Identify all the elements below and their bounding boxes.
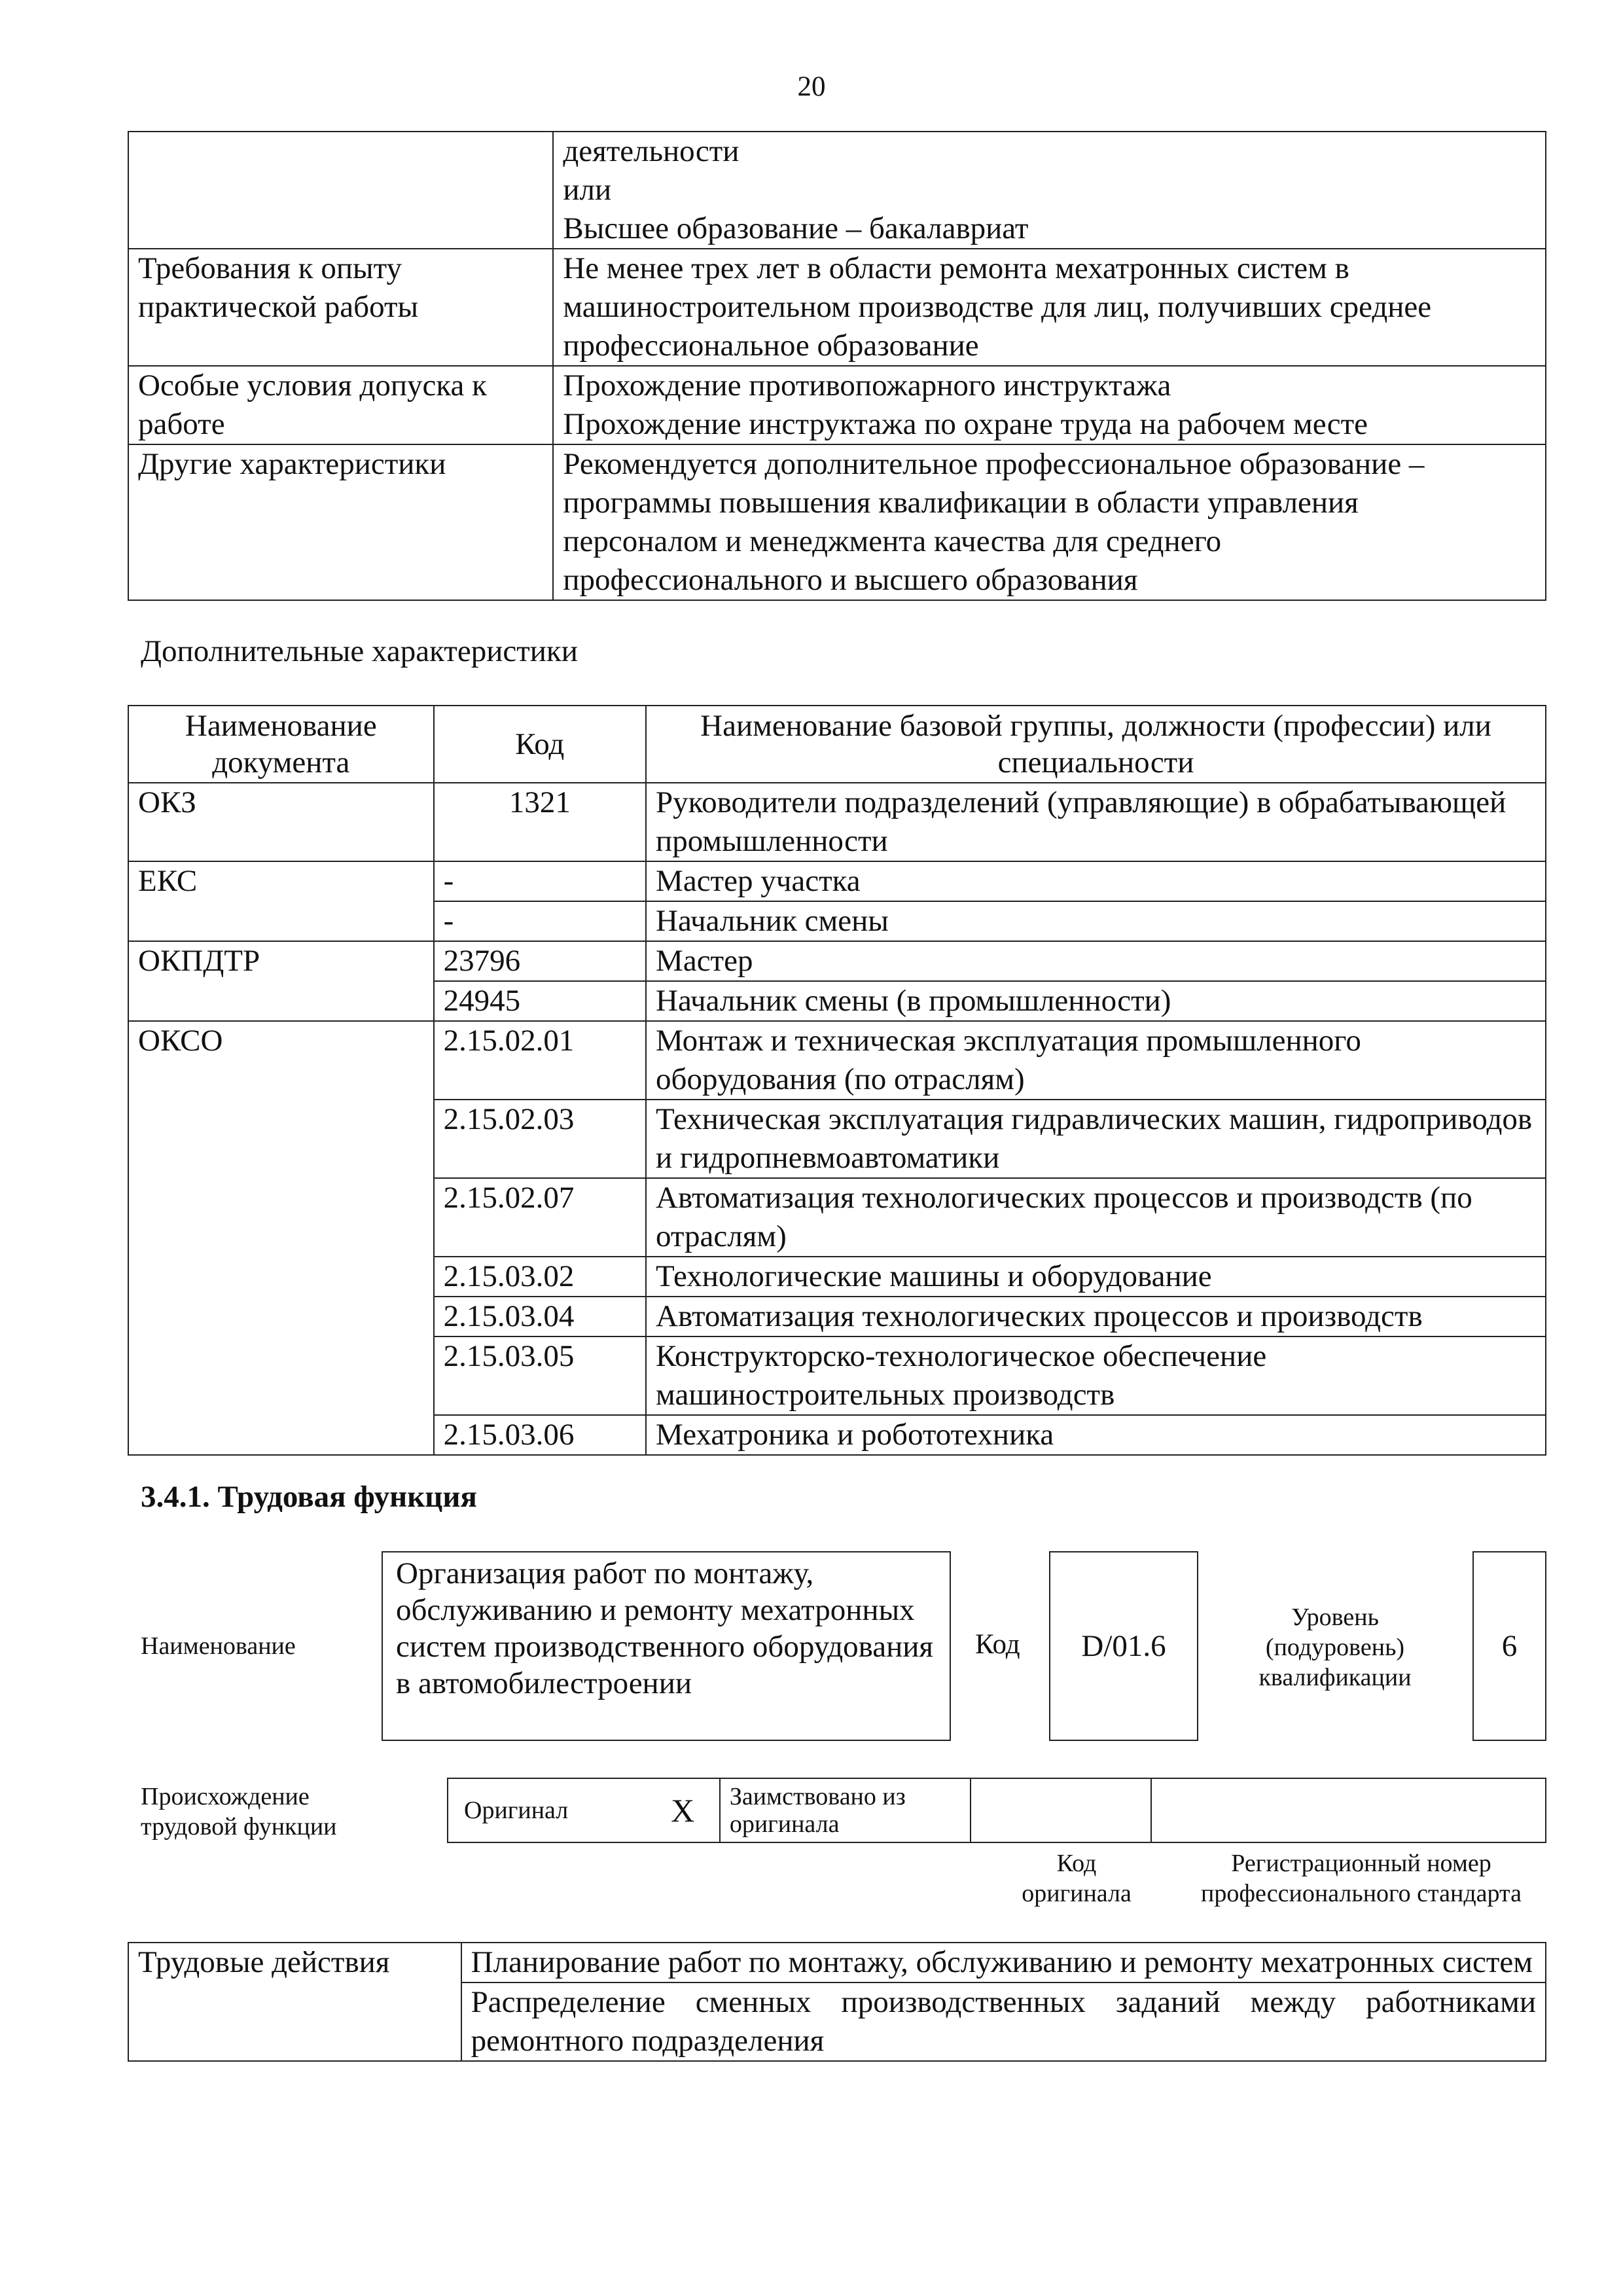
- requirement-value-line: машиностроительном производстве для лиц, получивших среднее: [563, 290, 1432, 324]
- table-row: [128, 941, 1546, 981]
- requirement-label: [128, 249, 553, 366]
- labor-action-row: [128, 1943, 1546, 1982]
- level-label-line: (подуровень): [1265, 1634, 1405, 1661]
- origin-label: [141, 1782, 337, 1842]
- labor-action-item: Планирование работ по монтажу, обслуживанию и ремонту мехатронных систем: [461, 1943, 1546, 1982]
- level-label-line: Уровень: [1291, 1604, 1379, 1631]
- requirement-label-line: Другие характеристики: [138, 447, 446, 481]
- requirement-row: [128, 132, 1546, 249]
- requirement-label-line: Требования к опыту: [138, 251, 402, 285]
- requirement-value-line: профессиональное образование: [563, 329, 979, 363]
- code-cell: 2.15.03.02: [434, 1257, 646, 1297]
- document-cell: ОКПДТР: [128, 941, 434, 1021]
- requirement-value-line: программы повышения квалификации в области управления: [563, 486, 1359, 520]
- requirement-row: [128, 249, 1546, 366]
- name-cell: Начальник смены (в промышленности): [646, 981, 1546, 1021]
- requirement-row: [128, 444, 1546, 600]
- labor-function-heading: 3.4.1. Трудовая функция: [141, 1480, 477, 1514]
- level-value-box: 6: [1472, 1551, 1546, 1741]
- document-cell: ЕКС: [128, 861, 434, 941]
- origin-original: Оригинал: [448, 1778, 647, 1842]
- document-cell: ОКЗ: [128, 783, 434, 861]
- name-cell: Монтаж и техническая эксплуатация промышленного оборудования (по отраслям): [646, 1021, 1546, 1100]
- requirement-label-line: Особые условия допуска к: [138, 368, 487, 403]
- origin-code-label: [995, 1848, 1158, 1909]
- code-cell: -: [434, 901, 646, 941]
- requirement-value: [553, 444, 1546, 600]
- header-code: Код: [434, 706, 646, 783]
- name-cell: Технологические машины и оборудование: [646, 1257, 1546, 1297]
- name-cell: Начальник смены: [646, 901, 1546, 941]
- function-code-box: D/01.6: [1049, 1551, 1198, 1741]
- level-label-line: квалификации: [1258, 1664, 1412, 1691]
- requirement-value-line: персоналом и менеджмента качества для среднего: [563, 524, 1222, 558]
- code-cell: 24945: [434, 981, 646, 1021]
- requirement-label-line: практической работы: [138, 290, 419, 324]
- requirement-value-line: Рекомендуется дополнительное профессиональное образование –: [563, 447, 1425, 481]
- document-cell: ОКСО: [128, 1021, 434, 1455]
- name-cell: Мастер: [646, 941, 1546, 981]
- requirement-value-line: деятельности: [563, 134, 740, 168]
- requirement-label: [128, 444, 553, 600]
- name-cell: Мехатроника и робототехника: [646, 1415, 1546, 1455]
- requirement-label: [128, 366, 553, 444]
- code-cell: 2.15.02.01: [434, 1021, 646, 1100]
- name-cell: Техническая эксплуатация гидравлических машин, гидроприводов и гидропневмоавтоматики: [646, 1100, 1546, 1178]
- requirement-value-line: или: [563, 173, 612, 207]
- function-name-box: Организация работ по монтажу, обслуживанию и ремонту мехатронных систем производственного оборудования в автомобилестроении: [382, 1551, 951, 1741]
- name-cell: Автоматизация технологических процессов и производств: [646, 1297, 1546, 1336]
- requirement-value-line: Прохождение противопожарного инструктажа: [563, 368, 1171, 403]
- origin-mark: X: [647, 1778, 720, 1842]
- name-cell: Мастер участка: [646, 861, 1546, 901]
- requirement-value-line: профессионального и высшего образования: [563, 563, 1138, 597]
- requirement-row: [128, 366, 1546, 444]
- additional-characteristics-table: [128, 705, 1546, 1456]
- code-cell: 2.15.03.04: [434, 1297, 646, 1336]
- page-number: 20: [797, 71, 826, 102]
- origin-code-label-line: оригинала: [1022, 1880, 1132, 1907]
- registration-label-line: Регистрационный номер: [1231, 1850, 1491, 1877]
- registration-number-cell: [1151, 1778, 1546, 1842]
- origin-code-cell: [971, 1778, 1151, 1842]
- requirement-value-line: Высшее образование – бакалавриат: [563, 211, 1029, 245]
- name-cell: Конструкторско-технологическое обеспечение машиностроительных производств: [646, 1336, 1546, 1415]
- requirement-value-line: Прохождение инструктажа по охране труда на рабочем месте: [563, 407, 1368, 441]
- code-cell: 1321: [434, 783, 646, 861]
- labor-actions-table: [128, 1942, 1546, 2062]
- origin-code-label-line: Код: [1056, 1850, 1097, 1877]
- header-document: Наименование документа: [128, 706, 434, 783]
- table-row: [128, 1021, 1546, 1100]
- code-cell: 2.15.02.07: [434, 1178, 646, 1257]
- code-label: Код: [975, 1629, 1020, 1660]
- code-cell: -: [434, 861, 646, 901]
- code-cell: 2.15.02.03: [434, 1100, 646, 1178]
- header-name: Наименование базовой группы, должности (профессии) или специальности: [646, 706, 1546, 783]
- origin-table: [447, 1778, 1546, 1843]
- requirement-value: [553, 249, 1546, 366]
- origin-label-line: Происхождение: [141, 1783, 310, 1810]
- requirement-value-line: Не менее трех лет в области ремонта мехатронных систем в: [563, 251, 1349, 285]
- labor-actions-label: Трудовые действия: [128, 1943, 461, 2061]
- additional-characteristics-heading: Дополнительные характеристики: [141, 634, 578, 668]
- name-cell: Автоматизация технологических процессов и производств (по отраслям): [646, 1178, 1546, 1257]
- code-cell: 23796: [434, 941, 646, 981]
- origin-label-line: трудовой функции: [141, 1813, 337, 1840]
- code-cell: 2.15.03.06: [434, 1415, 646, 1455]
- requirement-label-line: работе: [138, 407, 225, 441]
- labor-action-item: Распределение сменных производственных заданий между работниками ремонтного подразделения: [461, 1982, 1546, 2061]
- table-row: [128, 783, 1546, 861]
- registration-label-line: профессионального стандарта: [1201, 1880, 1522, 1907]
- requirement-label: [128, 132, 553, 249]
- origin-borrowed: Заимствовано из оригинала: [720, 1778, 971, 1842]
- requirement-value: [553, 132, 1546, 249]
- table-row: [128, 861, 1546, 901]
- code-cell: 2.15.03.05: [434, 1336, 646, 1415]
- requirement-value: [553, 366, 1546, 444]
- level-label: [1230, 1602, 1440, 1693]
- name-cell: Руководители подразделений (управляющие) в обрабатывающей промышленности: [646, 783, 1546, 861]
- registration-number-label: [1165, 1848, 1558, 1909]
- requirements-table: [128, 131, 1546, 601]
- name-label: Наименование: [141, 1632, 296, 1660]
